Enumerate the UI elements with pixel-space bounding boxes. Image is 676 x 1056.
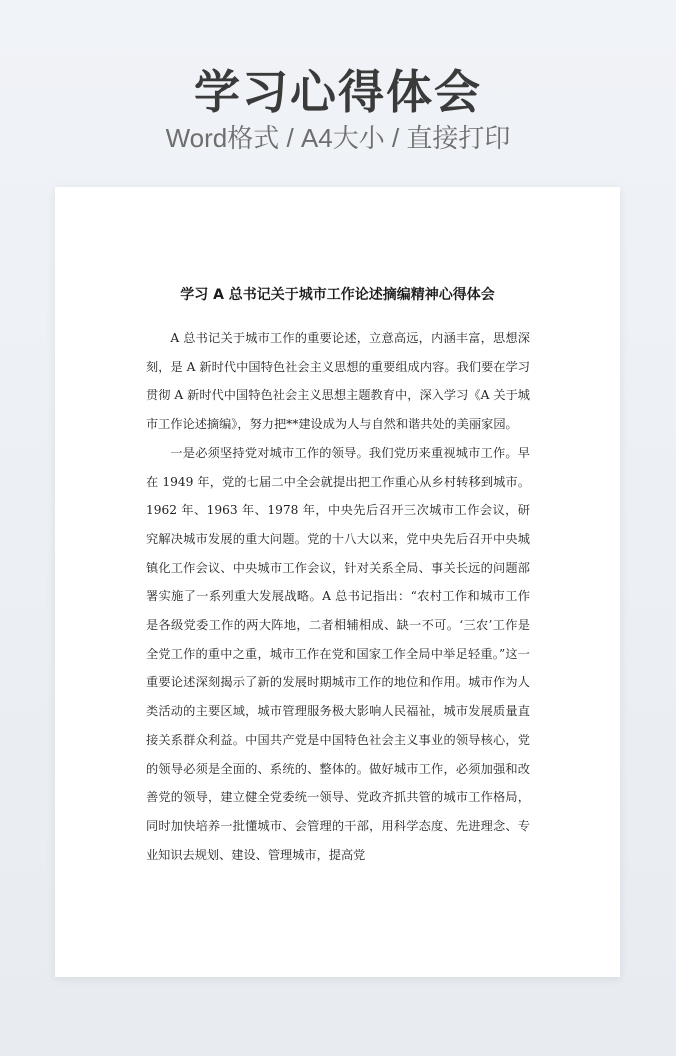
banner-title: 学习心得体会 (194, 65, 482, 119)
banner-subtitle: Word格式 / A4大小 / 直接打印 (165, 123, 511, 153)
paragraph-intro: A 总书记关于城市工作的重要论述，立意高远，内涵丰富，思想深刻，是 A 新时代中国特色社会主义思想的重要组成内容。我们要在学习贯彻 A 新时代中国特色社会主义思想主题教育中，深入学习《A 关于城市工作论述摘编》，努力把**建设成为人与自然和谐共处的美丽家园。 (146, 331, 530, 432)
document-title: 学习 A 总书记关于城市工作论述摘编精神心得体会 (180, 287, 495, 303)
document-page (55, 187, 620, 977)
paragraph-leadership: 一是必须坚持党对城市工作的领导。我们党历来重视城市工作。早在 1949 年，党的七届二中全会就提出把工作重心从乡村转移到城市。1962 年、1963 年、1978 年，中央先后召开三次城市工作会议，研究解决城市发展的重大问题。党的十八大以来，党中央先后召开中央城镇化工作会议、中央城市工作会议，针对关系全局、事关长远的问题部署实施了一系列重大发展战略。A 总书记指出：“农村工作和城市工作是各级党委工作的两大阵地，二者相辅相成、缺一不可。‘三农’工作是全党工作的重中之重，城市工作在党和国家工作全局中举足轻重。”这一重要论述深刻揭示了新的发展时期城市工作的地位和作用。城市作为人类活动的主要区域，城市管理服务极大影响人民福祉，城市发展质量直接关系群众利益。中国共产党是中国特色社会主义事业的领导核心，党的领导必须是全面的、系统的、整体的。做好城市工作，必须加强和改善党的领导，建立健全党委统一领导、党政齐抓共管的城市工作格局，同时加快培养一批懂城市、会管理的干部，用科学态度、先进理念、专业知识去规划、建设、管理城市，提高党 (146, 445, 530, 862)
document-body (146, 324, 530, 869)
